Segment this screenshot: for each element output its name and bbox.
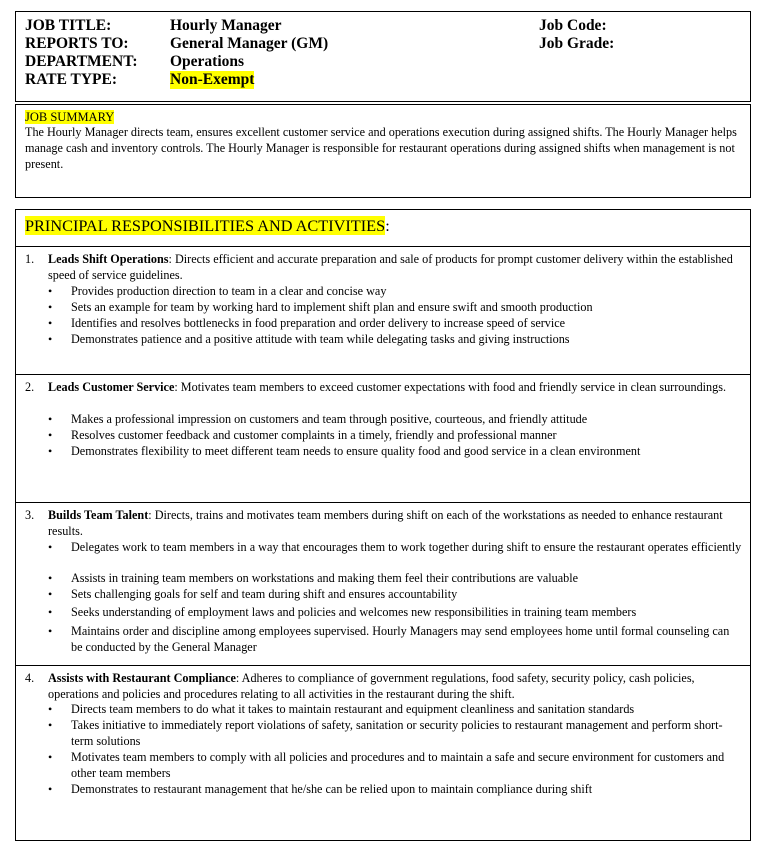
job-code-label: Job Code: bbox=[539, 17, 607, 34]
responsibilities-title bbox=[25, 216, 390, 235]
section-number: 2. bbox=[25, 380, 35, 394]
job-summary-text: The Hourly Manager directs team, ensures excellent customer service and operations execution during assigned shifts. The Hourly Manager helps manage cash and inventory controls. The Hourly Manager is responsible for restaurant operations during assigned shifts when management is not present. bbox=[25, 125, 737, 171]
bullet-icon: • bbox=[48, 782, 53, 796]
bullet-icon: • bbox=[48, 412, 53, 426]
responsibility-section-1 bbox=[16, 247, 750, 375]
bullet-icon: • bbox=[48, 300, 53, 314]
job-summary-box bbox=[15, 104, 751, 198]
responsibility-section-4 bbox=[16, 666, 750, 840]
section-description bbox=[48, 251, 744, 283]
section-number: 4. bbox=[25, 671, 35, 685]
section-heading: Leads Shift Operations bbox=[48, 252, 169, 266]
responsibilities-title-row bbox=[16, 210, 750, 247]
section-number: 1. bbox=[25, 252, 35, 266]
responsibilities-title-colon: : bbox=[385, 216, 390, 235]
reports-to-value: General Manager (GM) bbox=[170, 35, 329, 52]
section-desc-text: : Directs, trains and motivates team members during shift on each of the workstations as needed to enhance restaurant results. bbox=[48, 508, 723, 538]
section-desc-text: : Motivates team members to exceed customer expectations with food and friendly service in clean surroundings. bbox=[174, 380, 727, 394]
section-description bbox=[48, 507, 744, 539]
responsibilities-title-text: PRINCIPAL RESPONSIBILITIES AND ACTIVITIES bbox=[25, 216, 386, 235]
bullet-icon: • bbox=[48, 624, 53, 638]
bullet-icon: • bbox=[48, 444, 53, 458]
bullet-text: Takes initiative to immediately report violations of safety, sanitation or security policies to restaurant management and perform short-term solutions bbox=[71, 718, 723, 748]
bullet-icon: • bbox=[48, 718, 53, 732]
bullet-text: Demonstrates patience and a positive attitude with team while delegating tasks and giving instructions bbox=[71, 332, 570, 346]
responsibility-section-2 bbox=[16, 375, 750, 503]
section-desc-text: : Directs efficient and accurate preparation and sale of products for prompt customer delivery within the established speed of service guidelines. bbox=[48, 252, 733, 282]
bullet-icon: • bbox=[48, 428, 53, 442]
bullet-icon: • bbox=[48, 587, 53, 601]
bullet-text: Demonstrates to restaurant management that he/she can be relied upon to maintain compliance during shift bbox=[71, 782, 593, 796]
bullet-text: Motivates team members to comply with all policies and procedures and to maintain a safe and secure environment for customers and other team members bbox=[71, 750, 725, 780]
bullet-icon: • bbox=[48, 316, 53, 330]
bullet-text: Resolves customer feedback and customer complaints in a timely, friendly and professional manner bbox=[71, 428, 557, 442]
bullet-icon: • bbox=[48, 605, 53, 619]
section-description bbox=[48, 670, 744, 702]
job-title-label: JOB TITLE: bbox=[25, 17, 112, 34]
bullet-icon: • bbox=[48, 702, 53, 716]
section-heading: Assists with Restaurant Compliance bbox=[48, 671, 236, 685]
bullet-text: Identifies and resolves bottlenecks in food preparation and order delivery to increase speed of service bbox=[71, 316, 566, 330]
bullet-text: Makes a professional impression on customers and team through positive, courteous, and friendly attitude bbox=[71, 412, 588, 426]
job-grade-label: Job Grade: bbox=[539, 35, 615, 52]
bullet-text: Delegates work to team members in a way that encourages them to work together during shift to ensure the restaurant operates efficiently bbox=[71, 540, 742, 554]
bullet-icon: • bbox=[48, 540, 53, 554]
job-summary-title: JOB SUMMARY bbox=[25, 110, 115, 124]
bullet-icon: • bbox=[48, 332, 53, 346]
bullet-text: Demonstrates flexibility to meet different team needs to ensure quality food and good service in a clean environment bbox=[71, 444, 641, 458]
department-value: Operations bbox=[170, 53, 245, 70]
bullet-text: Sets challenging goals for self and team during shift and ensures accountability bbox=[71, 587, 458, 601]
bullet-text: Maintains order and discipline among employees supervised. Hourly Managers may send employees home until formal counseling can be conducted by the General Manager bbox=[71, 624, 730, 654]
section-heading: Builds Team Talent bbox=[48, 508, 149, 522]
section-desc-text: : Adheres to compliance of government regulations, food safety, security policy, cash policies, operations and policies and procedures relating to all activities in the restaurant during the shift. bbox=[48, 671, 695, 701]
bullet-text: Seeks understanding of employment laws and policies and welcomes new responsibilities in training team members bbox=[71, 605, 637, 619]
bullet-text: Assists in training team members on workstations and making them feel their contributions are valuable bbox=[71, 571, 579, 585]
section-number: 3. bbox=[25, 508, 35, 522]
section-heading: Leads Customer Service bbox=[48, 380, 175, 394]
reports-to-label: REPORTS TO: bbox=[25, 35, 129, 52]
bullet-text: Directs team members to do what it takes to maintain restaurant and equipment cleanliness and sanitation standards bbox=[71, 702, 635, 716]
bullet-text: Provides production direction to team in a clear and concise way bbox=[71, 284, 387, 298]
job-header-box bbox=[15, 11, 751, 102]
job-title-value: Hourly Manager bbox=[170, 17, 282, 34]
rate-type-label: RATE TYPE: bbox=[25, 71, 118, 88]
department-label: DEPARTMENT: bbox=[25, 53, 138, 70]
bullet-text: Sets an example for team by working hard to implement shift plan and ensure swift and smooth production bbox=[71, 300, 593, 314]
bullet-icon: • bbox=[48, 571, 53, 585]
responsibility-section-3 bbox=[16, 503, 750, 666]
section-description bbox=[48, 379, 744, 395]
responsibilities-box bbox=[15, 209, 751, 841]
bullet-icon: • bbox=[48, 284, 53, 298]
bullet-icon: • bbox=[48, 750, 53, 764]
rate-type-value: Non-Exempt bbox=[170, 71, 255, 88]
